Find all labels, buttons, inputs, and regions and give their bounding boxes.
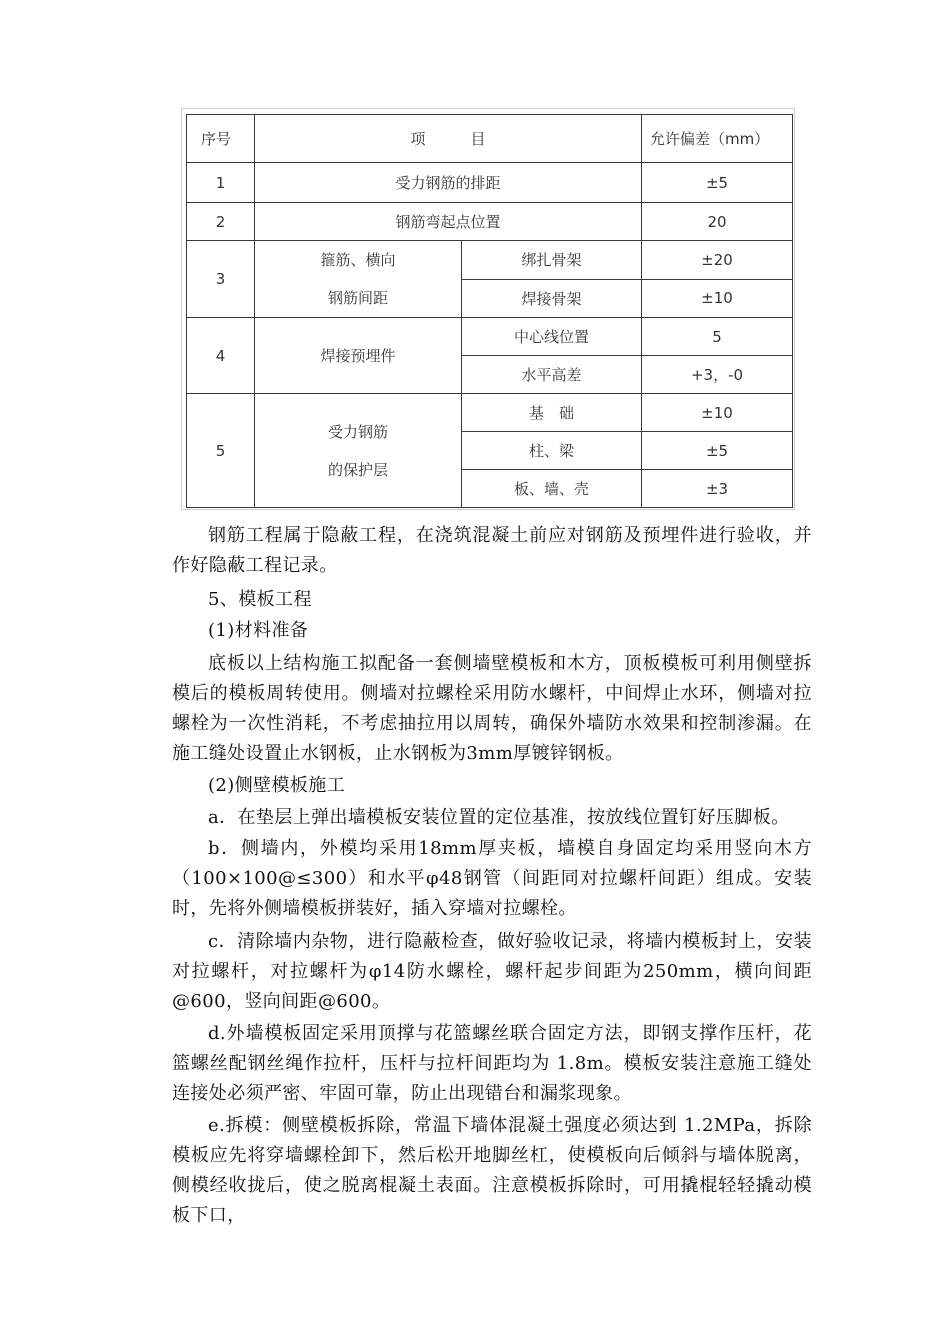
table-row xyxy=(187,203,793,241)
paragraph: b．侧墙内，外模均采用18mm厚夹板，墙模自身固定均采用竖向木方（100×100@≤300）和水平φ48钢管（间距同对拉螺杆间距）组成。安装时，先将外侧墙模板拼装好，插入穿墙对拉螺栓。 xyxy=(172,838,812,919)
table-row xyxy=(187,241,793,280)
tolerance-table xyxy=(186,114,793,508)
row-tolerance: ±10 xyxy=(642,394,793,432)
row-tolerance: 5 xyxy=(642,318,793,356)
section-heading: 5、模板工程 xyxy=(208,589,312,610)
row-item xyxy=(255,241,462,318)
header-no: 序号 xyxy=(187,115,255,163)
paragraph: c．清除墙内杂物，进行隐蔽检查，做好验收记录，将墙内模板封上，安装对拉螺杆，对拉螺杆为φ14防水螺栓，螺杆起步间距为250mm，横向间距@600，竖向间距@600。 xyxy=(172,931,812,1012)
row-tolerance: ±20 xyxy=(642,241,793,280)
row-subitem: 柱、梁 xyxy=(462,432,642,470)
row-tolerance: ±5 xyxy=(642,432,793,470)
paragraph: a．在垫层上弹出墙模板安装位置的定位基准，按放线位置钉好压脚板。 xyxy=(208,807,790,828)
row-no: 5 xyxy=(187,394,255,508)
table-row xyxy=(187,318,793,356)
subsection-heading: (1)材料准备 xyxy=(208,620,309,641)
row-item-line: 钢筋间距 xyxy=(327,289,388,307)
row-item-line: 箍筋、横向 xyxy=(320,251,396,269)
row-tolerance: 20 xyxy=(642,203,793,241)
row-no: 2 xyxy=(187,203,255,241)
row-tolerance: ±5 xyxy=(642,163,793,203)
paragraph: 钢筋工程属于隐蔽工程，在浇筑混凝土前应对钢筋及预埋件进行验收，并作好隐蔽工程记录。 xyxy=(172,525,812,576)
row-item-line: 受力钢筋 xyxy=(327,422,388,441)
row-no: 3 xyxy=(187,241,255,318)
row-no: 1 xyxy=(187,163,255,203)
row-tolerance: +3，-0 xyxy=(642,356,793,394)
header-item: 项 目 xyxy=(255,115,642,163)
table-row xyxy=(187,394,793,432)
row-item-line: 的保护层 xyxy=(327,460,388,479)
row-subitem: 中心线位置 xyxy=(462,318,642,356)
row-subitem: 焊接骨架 xyxy=(462,279,642,318)
paragraph: d.外墙模板固定采用顶撑与花篮螺丝联合固定方法，即钢支撑作压杆，花篮螺丝配钢丝绳作拉杆，压杆与拉杆间距均为 1.8m。模板安装注意施工缝处连接处必须严密、牢固可靠，防止出现错台和漏浆现象。 xyxy=(172,1023,812,1104)
table-header-row xyxy=(187,115,793,163)
row-subitem: 绑扎骨架 xyxy=(462,241,642,280)
paragraph: e.拆模：侧壁模板拆除，常温下墙体混凝土强度必须达到 1.2MPa，拆除模板应先将穿墙螺栓卸下，然后松开地脚丝杠，使模板向后倾斜与墙体脱离，侧模经收拢后，使之脱离棍凝土表面。注意模板拆除时，可用撬棍轻轻撬动模板下口， xyxy=(172,1115,812,1226)
row-subitem: 基 础 xyxy=(462,394,642,432)
row-no: 4 xyxy=(187,318,255,394)
subsection-heading: (2)侧壁模板施工 xyxy=(208,775,346,796)
row-tolerance: ±3 xyxy=(642,470,793,508)
row-subitem: 水平高差 xyxy=(462,356,642,394)
row-item: 焊接预埋件 xyxy=(255,318,462,394)
row-item xyxy=(255,394,462,508)
header-tolerance: 允许偏差（mm） xyxy=(642,115,793,163)
row-item: 受力钢筋的排距 xyxy=(255,163,642,203)
table-row xyxy=(187,163,793,203)
row-subitem: 板、墙、壳 xyxy=(462,470,642,508)
row-tolerance: ±10 xyxy=(642,279,793,318)
row-item: 钢筋弯起点位置 xyxy=(255,203,642,241)
paragraph: 底板以上结构施工拟配备一套侧墙壁模板和木方，顶板模板可利用侧壁拆模后的模板周转使用。侧墙对拉螺栓采用防水螺杆，中间焊止水环，侧墙对拉螺栓为一次性消耗，不考虑抽拉用以周转，确保外墙防水效果和控制渗漏。在施工缝处设置止水钢板，止水钢板为3mm厚镀锌钢板。 xyxy=(172,653,812,764)
